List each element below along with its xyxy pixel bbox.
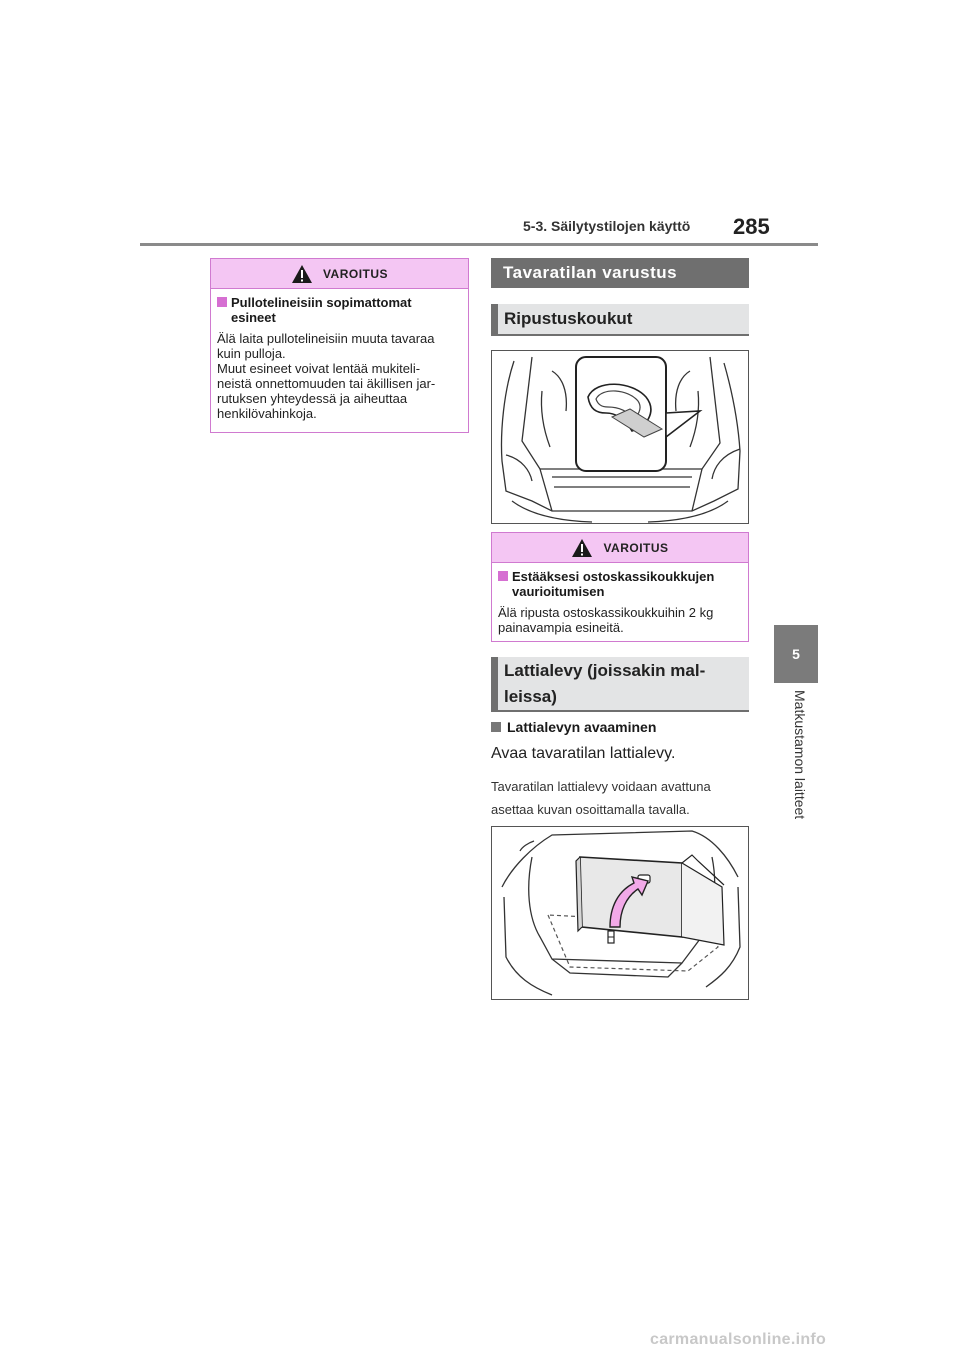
page-number: 285 (733, 214, 770, 239)
watermark: carmanualsonline.info (650, 1331, 827, 1348)
item-lead-text: Avaa tavaratilan lattialevy. (491, 745, 676, 762)
chapter-number: 5 (792, 646, 800, 662)
warning-body (492, 563, 748, 643)
warning-text (498, 605, 740, 635)
figure-floor-board (491, 826, 749, 1000)
warning-line: painavampia esineitä. (498, 620, 624, 635)
subsection-heading-floor (491, 657, 749, 712)
subsection-title: Ripustuskoukut (504, 309, 633, 328)
subsection-heading-hooks (491, 304, 749, 336)
item-heading (491, 719, 656, 735)
hook-glyph-icon (608, 931, 614, 943)
cargo-hooks-illustration (492, 351, 748, 523)
warning-body (211, 289, 468, 429)
warning-box-bottle-holders (210, 258, 469, 433)
header-section-title: 5-3. Säilytystilojen käyttö (523, 218, 691, 234)
warning-subheading (498, 569, 740, 599)
section-heading: Tavaratilan varustus (491, 258, 749, 288)
warning-subheading-text: Pullotelineisiin sopimattomat esineet (231, 295, 412, 325)
warning-text (217, 331, 460, 421)
warning-triangle-icon (571, 538, 593, 558)
warning-line: henkilövahinkoja. (217, 406, 317, 421)
warning-line: Muut esineet voivat lentää mukiteli- (217, 361, 421, 376)
warning-subheading (217, 295, 460, 325)
warning-line: Älä laita pullotelineisiin muuta tavaraa (217, 331, 435, 346)
item-description-line: asettaa kuvan osoittamalla tavalla. (491, 802, 690, 817)
warning-label: VAROITUS (603, 540, 669, 555)
warning-subheading-line: vaurioitumisen (512, 584, 605, 599)
warning-header (211, 259, 468, 289)
item-heading-text: Lattialevyn avaaminen (507, 719, 657, 735)
warning-line: kuin pulloja. (217, 346, 286, 361)
warning-triangle-icon (291, 264, 313, 284)
square-bullet-icon (498, 571, 508, 581)
warning-subheading-text (512, 569, 714, 599)
warning-box-shopping-hooks (491, 532, 749, 642)
subsection-title-line: Lattialevy (joissakin mal- (504, 661, 706, 680)
item-description (491, 775, 753, 821)
square-bullet-icon (217, 297, 227, 307)
floor-board-illustration (492, 827, 748, 999)
chapter-name: Matkustamon laitteet (792, 690, 808, 820)
warning-header (492, 533, 748, 563)
subsection-title-line: leissa) (504, 687, 557, 706)
figure-cargo-hooks (491, 350, 749, 524)
header-divider (140, 243, 818, 246)
warning-line: rutuksen yhteydessä ja aiheuttaa (217, 391, 408, 406)
warning-subheading-line: Estääksesi ostoskassikoukkujen (512, 569, 715, 584)
warning-label: VAROITUS (322, 266, 389, 281)
warning-line: neistä onnettomuuden tai äkillisen jar- (217, 376, 436, 391)
chapter-tab[interactable] (774, 625, 818, 683)
square-bullet-icon (491, 722, 501, 732)
item-description-line: Tavaratilan lattialevy voidaan avattuna (491, 779, 711, 794)
warning-line: Älä ripusta ostoskassikoukkuihin 2 kg (498, 605, 714, 620)
